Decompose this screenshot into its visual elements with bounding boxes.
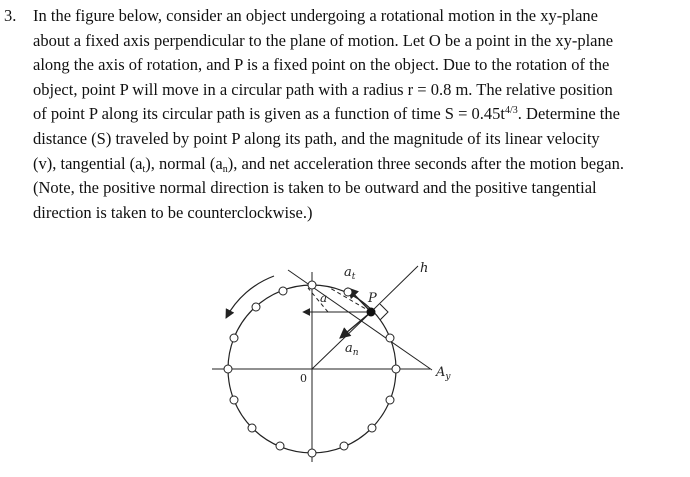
problem-line-5-tail: . Determine the: [517, 104, 620, 124]
label-an: $a_n$: [345, 341, 359, 358]
circle-marker-14: [308, 281, 316, 289]
label-p: P: [368, 291, 377, 306]
circle-marker-6: [248, 424, 256, 432]
circle-marker-3: [230, 334, 238, 342]
tangential-subscript: t: [142, 163, 146, 175]
problem-number: 3.: [4, 6, 17, 25]
radius-line: [312, 312, 371, 369]
circle-marker-15: [344, 288, 352, 296]
position-equation: of point P along its circular path is given as a function of time S = 0.45t: [33, 104, 505, 124]
circle-marker-11: [386, 396, 394, 404]
problem-line-2: about a fixed axis perpendicular to the plane of motion. Let O be a point in the xy-plane: [33, 30, 614, 50]
rotation-diagram: [200, 252, 470, 472]
circle-marker-2: [252, 303, 260, 311]
circle-marker-5: [230, 396, 238, 404]
label-ay: $A_y$: [436, 365, 451, 382]
circle-marker-1: [279, 287, 287, 295]
problem-line-7: [33, 152, 688, 177]
circle-marker-4: [224, 365, 232, 373]
label-at: $a_t$: [344, 265, 356, 282]
problem-line-7-part1: (v), tangential (a: [33, 153, 143, 173]
circle-marker-13: [386, 334, 394, 342]
circle-marker-9: [340, 442, 348, 450]
problem-line-3: along the axis of rotation, and P is a fixed point on the object. Due to the rotation of the: [33, 55, 610, 75]
problem-line-9: direction is taken to be counterclockwise.): [33, 202, 313, 222]
label-a: a: [320, 291, 328, 305]
problem-line-8: (Note, the positive normal direction is taken to be outward and the positive tangential: [33, 178, 597, 198]
label-h: h: [420, 261, 429, 276]
h-line: [371, 266, 418, 312]
time-exponent: 4/3: [505, 105, 518, 117]
problem-statement: [4, 4, 688, 225]
circle-marker-10: [368, 424, 376, 432]
problem-line-4: object, point P will move in a circular path with a radius r = 0.8 m. The relative position: [33, 79, 613, 99]
rotation-figure: [200, 252, 470, 472]
circle-marker-8: [308, 449, 316, 457]
circle-marker-12: [392, 365, 400, 373]
circle-marker-7: [276, 442, 284, 450]
problem-line-5: [33, 102, 688, 127]
point-p: [367, 308, 376, 317]
problem-line-1: In the figure below, consider an object undergoing a rotational motion in the xy-plane: [33, 6, 598, 25]
problem-line-7-part3: ), and net acceleration three seconds after the motion began.: [227, 153, 625, 173]
normal-subscript: n: [222, 163, 228, 175]
problem-line-7-part2: ), normal (a: [145, 153, 223, 173]
problem-text: [33, 4, 688, 225]
right-angle-marker: [380, 304, 388, 320]
label-origin: 0: [300, 372, 307, 385]
problem-line-6: distance (S) traveled by point P along its path, and the magnitude of its linear velocity: [33, 128, 600, 148]
